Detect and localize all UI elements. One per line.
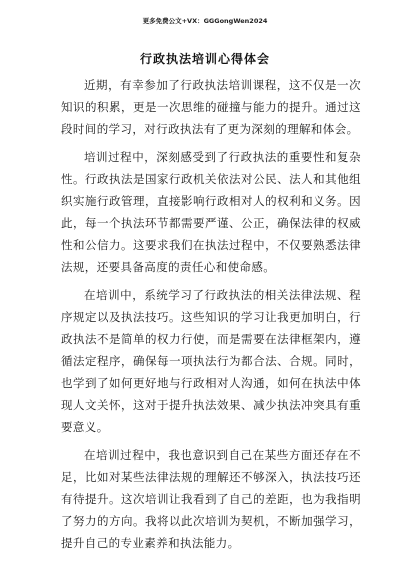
document-title: 行政执法培训心得体会 [139,52,270,66]
header-note: 更多免费公文+VX：GGGongWen2024 [142,17,268,25]
paragraph-2: 培训过程中，深刻感受到了行政执法的重要性和复杂性。行政执法是国家行政机关依法对公民、法人和其他组织实施行政管理，直接影响行政相对人的权利和义务。因此，每一个执法环节都需要严谨、公正，确保法律的权威性和公信力。这要求我们在执法过程中，不仅要熟悉法律法规，还要具备高度的责任心和使命感。 [61,150,361,274]
paragraph-1: 近期，有幸参加了行政执法培训课程，这不仅是一次知识的积累，更是一次思维的碰撞与能力的提升。通过这段时间的学习，对行政执法有了更为深刻的理解和体会。 [61,78,361,136]
paragraph-4: 在培训过程中，我也意识到自己在某些方面还存在不足，比如对某些法律法规的理解还不够深入，执法技巧还有待提升。这次培训让我看到了自己的差距，也为我指明了努力的方向。我将以此次培训为契机，不断加强学习，提升自己的专业素养和执法能力。 [61,448,361,550]
paragraph-3: 在培训中，系统学习了行政执法的相关法律法规、程序规定以及执法技巧。这些知识的学习让我更加明白，行政执法不是简单的权力行使，而是需要在法律框架内，遵循法定程序，确保每一项执法行为都合法、合规。同时，也学到了如何更好地与行政相对人沟通，如何在执法中体现人文关怀，这对于提升执法效果、减少执法冲突具有重要意义。 [61,288,361,434]
document-body [61,74,361,560]
